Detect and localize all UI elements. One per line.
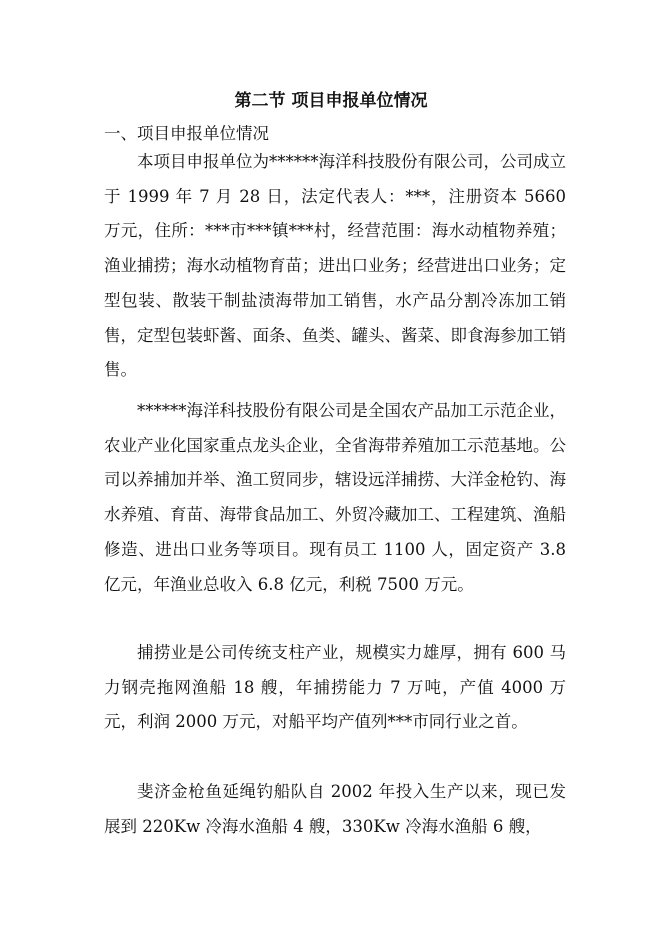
section-heading: 一、项目申报单位情况: [104, 124, 269, 143]
paragraph: ******海洋科技股份有限公司是全国农产品加工示范企业，农业产业化国家重点龙头企业，全省海带养殖加工示范基地。公司以养捕加并举、渔工贸同步，辖设远洋捕捞、大洋金枪钓、海水养殖、育苗、海带食品加工、外贸冷藏加工、工程建筑、渔船修造、进出口业务等项目。现有员工 1100 人，固定资产 3.8 亿元，年渔业总收入 6.8 亿元，利税 7500 万元。: [104, 401, 566, 594]
paragraph: 斐济金枪鱼延绳钓船队自 2002 年投入生产以来，现已发展到 220Kw 冷海水渔船 4 艘，330Kw 冷海水渔船 6 艘，: [104, 782, 566, 836]
paragraph: 本项目申报单位为******海洋科技股份有限公司，公司成立于 1999 年 7 月 28 日，法定代表人：***，注册资本 5660 万元，住所：***市***镇***村，经营范围：海水动植物养殖；渔业捕捞；海水动植物育苗；进出口业务；经营进出口业务；定型包装、散装干制盐渍海带加工销售，水产品分割冷冻加工销售，定型包装虾酱、面条、鱼类、罐头、酱菜、即食海参加工销售。: [104, 152, 566, 380]
page-title: 第二节 项目申报单位情况: [234, 91, 428, 111]
paragraph: 捕捞业是公司传统支柱产业，规模实力雄厚，拥有 600 马力钢壳拖网渔船 18 艘，年捕捞能力 7 万吨，产值 4000 万元，利润 2000 万元，对船平均产值列***市同行业之首。: [104, 643, 566, 732]
